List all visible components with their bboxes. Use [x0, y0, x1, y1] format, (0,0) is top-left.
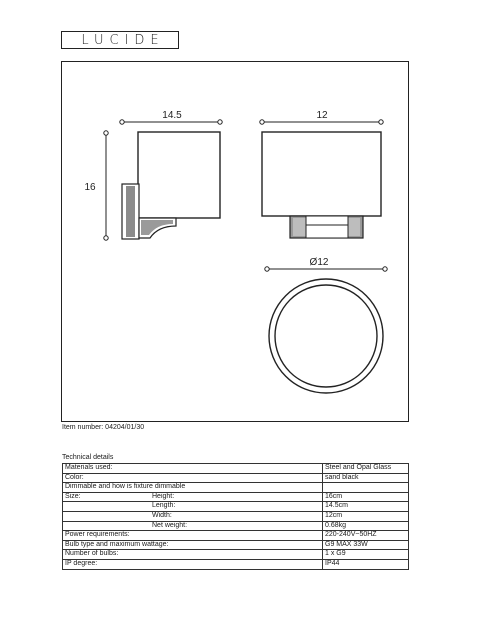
technical-drawing [61, 61, 409, 422]
spec-label: Dimmable and how is fixture dimmable [63, 483, 323, 493]
side-width-label: 14.5 [162, 110, 182, 121]
table-row [63, 531, 409, 541]
spec-label: Materials used: [63, 464, 323, 474]
spec-sublabel: Length: [63, 502, 323, 512]
table-row [63, 540, 409, 550]
table-row [63, 502, 409, 512]
spec-value: 16cm [323, 492, 409, 502]
side-view [84, 110, 222, 240]
spec-value: 0.68kg [323, 521, 409, 531]
drawing-svg [62, 62, 410, 423]
side-height-label: 16 [84, 182, 96, 193]
spec-label-text: Size: [65, 492, 81, 500]
spec-value: 1 x G9 [323, 550, 409, 560]
spec-table [62, 463, 409, 570]
front-width-label: 12 [316, 110, 328, 121]
spec-label: Color: [63, 473, 323, 483]
table-row [63, 550, 409, 560]
spec-label: Bulb type and maximum wattage: [63, 540, 323, 550]
spec-label: Number of bulbs: [63, 550, 323, 560]
item-number: Item number: 04204/01/30 [62, 424, 145, 431]
spec-sublabel: Width: [63, 511, 323, 521]
spec-label [63, 492, 323, 502]
spec-sublabel: Height: [152, 492, 175, 500]
table-row [63, 464, 409, 474]
spec-value: 220-240V~50HZ [323, 531, 409, 541]
spec-label: Power requirements: [63, 531, 323, 541]
top-view [265, 257, 387, 393]
spec-label: IP degree: [63, 559, 323, 569]
spec-value [323, 483, 409, 493]
spec-value: G9 MAX 33W [323, 540, 409, 550]
technical-details-heading: Technical details [62, 454, 114, 461]
table-row [63, 559, 409, 569]
brand-logo: LUCIDE [61, 31, 179, 49]
table-row [63, 511, 409, 521]
table-row [63, 473, 409, 483]
spec-sublabel: Net weight: [63, 521, 323, 531]
spec-value: sand black [323, 473, 409, 483]
table-row [63, 521, 409, 531]
table-row [63, 483, 409, 493]
diameter-label: Ø12 [309, 257, 329, 268]
spec-value: Steel and Opal Glass [323, 464, 409, 474]
table-row [63, 492, 409, 502]
spec-value: 14.5cm [323, 502, 409, 512]
spec-value: IP44 [323, 559, 409, 569]
spec-value: 12cm [323, 511, 409, 521]
front-view [260, 110, 383, 238]
